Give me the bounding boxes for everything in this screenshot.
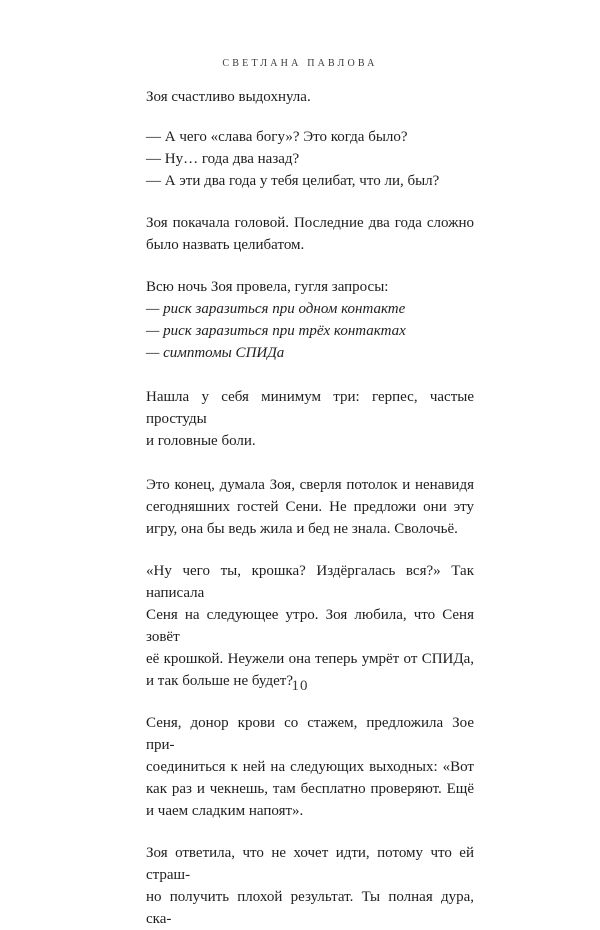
paragraph-1 bbox=[146, 86, 474, 108]
search-query-line: — риск заразиться при трёх контактах bbox=[146, 323, 406, 339]
running-head-author: СВЕТЛАНА ПАВЛОВА bbox=[222, 58, 378, 69]
search-query-line: — симптомы СПИДа bbox=[146, 345, 285, 361]
dialogue-block bbox=[146, 126, 474, 192]
paragraph-7 bbox=[146, 712, 474, 822]
page-number: 10 bbox=[291, 678, 309, 694]
text-line: сегодняшних гостей Сени. Не предложи они эту bbox=[146, 499, 474, 515]
text-line: Это конец, думала Зоя, сверля потолок и ненавидя bbox=[146, 477, 474, 493]
text-line: Всю ночь Зоя провела, гугля запросы: bbox=[146, 279, 389, 295]
paragraph-5 bbox=[146, 474, 474, 540]
text-line: Сеня, донор крови со стажем, предложила Зое при- bbox=[146, 715, 474, 753]
paragraph-4 bbox=[146, 386, 474, 452]
paragraph-8 bbox=[146, 842, 474, 930]
text-line: «Ну чего ты, крошка? Издёргалась вся?» Так написала bbox=[146, 563, 474, 601]
search-query-line: — риск заразиться при одном контакте bbox=[146, 301, 406, 317]
text-line: Зоя покачала головой. Последние два года сложно bbox=[146, 215, 474, 231]
text-line: и чаем сладким напоят». bbox=[146, 803, 304, 819]
dialogue-line: — А чего «слава богу»? Это когда было? bbox=[146, 129, 408, 145]
text-line: было назвать целибатом. bbox=[146, 237, 305, 253]
paragraph-6 bbox=[146, 560, 474, 692]
text-line: Сеня на следующее утро. Зоя любила, что Сеня зовёт bbox=[146, 607, 474, 645]
paragraph-2 bbox=[146, 212, 474, 256]
text-line: но получить плохой результат. Ты полная дура, ска- bbox=[146, 889, 474, 927]
text-line: как раз и чекнешь, там бесплатно проверяют. Ещё bbox=[146, 781, 474, 797]
text-line: игру, она бы ведь жила и бед не знала. Сволочьё. bbox=[146, 521, 458, 537]
text-line: её крошкой. Неужели она теперь умрёт от СПИДа, bbox=[146, 651, 474, 667]
text-line: Зоя ответила, что не хочет идти, потому что ей страш- bbox=[146, 845, 474, 883]
dialogue-line: — А эти два года у тебя целибат, что ли, был? bbox=[146, 173, 440, 189]
text-line: и головные боли. bbox=[146, 433, 256, 449]
body-text bbox=[146, 86, 474, 930]
text-line: Зоя счастливо выдохнула. bbox=[146, 89, 311, 105]
text-line: Нашла у себя минимум три: герпес, частые простуды bbox=[146, 389, 474, 427]
dialogue-line: — Ну… года два назад? bbox=[146, 151, 300, 167]
search-queries-block bbox=[146, 276, 474, 364]
text-line: соединиться к ней на следующих выходных: «Вот bbox=[146, 759, 474, 775]
text-line: и так больше не будет? bbox=[146, 673, 293, 689]
